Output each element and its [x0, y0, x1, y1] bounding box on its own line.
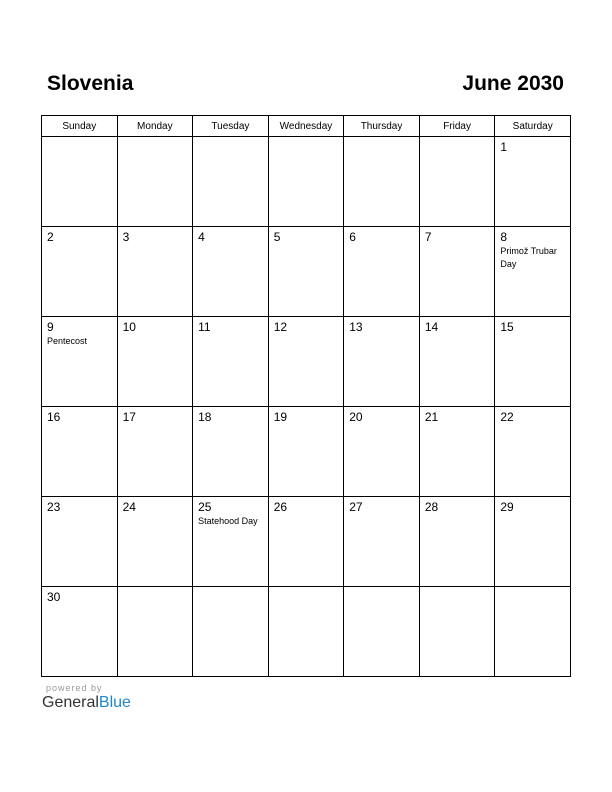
day-number: 18 [198, 410, 212, 424]
weekday-sunday: Sunday [42, 116, 118, 137]
day-number: 1 [500, 140, 508, 154]
holiday-label: Statehood Day [198, 516, 258, 526]
weekday-saturday: Saturday [495, 116, 571, 137]
day-number: 30 [47, 590, 61, 604]
day-number: 13 [349, 320, 363, 334]
week-row [42, 137, 571, 227]
day-number: 21 [424, 410, 439, 424]
holiday-label: Primož Trubar Day [500, 246, 557, 269]
day-cell [193, 497, 269, 587]
day-cell [117, 407, 193, 497]
day-number: 23 [47, 500, 61, 514]
day-number: 6 [349, 230, 356, 244]
day-number: 16 [47, 410, 61, 424]
day-number: 24 [122, 500, 136, 514]
day-cell [42, 587, 118, 677]
day-number: 26 [273, 500, 288, 514]
powered-by-label: powered by [46, 683, 103, 693]
day-cell [117, 587, 193, 677]
day-cell [419, 317, 495, 407]
day-cell [193, 407, 269, 497]
weekday-thursday: Thursday [344, 116, 420, 137]
day-cell [117, 497, 193, 587]
day-number: 27 [349, 500, 363, 514]
day-cell [495, 137, 571, 227]
day-number: 4 [198, 230, 205, 244]
day-cell [419, 587, 495, 677]
day-cell [42, 227, 118, 317]
day-cell [193, 317, 269, 407]
day-cell [193, 587, 269, 677]
day-number: 15 [500, 320, 514, 334]
day-cell [495, 227, 571, 317]
day-cell [495, 317, 571, 407]
day-cell [42, 317, 118, 407]
day-cell [193, 137, 269, 227]
logo-blue-text: Blue [98, 694, 131, 711]
day-number: 5 [273, 230, 281, 244]
day-cell [495, 587, 571, 677]
day-number: 12 [273, 320, 288, 334]
day-cell [344, 317, 420, 407]
weekday-monday: Monday [117, 116, 193, 137]
week-row [42, 227, 571, 317]
day-cell [419, 497, 495, 587]
day-cell [117, 227, 193, 317]
week-row [42, 317, 571, 407]
day-number: 2 [47, 230, 54, 244]
day-number: 28 [424, 500, 439, 514]
day-cell [117, 137, 193, 227]
day-cell [419, 227, 495, 317]
day-cell [268, 497, 344, 587]
day-number: 8 [500, 230, 508, 244]
day-number: 19 [273, 410, 288, 424]
day-cell [193, 227, 269, 317]
day-cell [268, 587, 344, 677]
day-number: 7 [424, 230, 432, 244]
day-number: 11 [198, 320, 211, 334]
day-number: 25 [198, 500, 212, 514]
weekday-friday: Friday [419, 116, 495, 137]
day-cell [344, 587, 420, 677]
day-cell [42, 497, 118, 587]
day-cell [495, 497, 571, 587]
week-row [42, 497, 571, 587]
calendar-grid [41, 115, 571, 677]
day-cell [268, 227, 344, 317]
day-number: 20 [349, 410, 363, 424]
weekday-tuesday: Tuesday [193, 116, 269, 137]
logo-general-text: General [42, 694, 99, 711]
day-cell [268, 317, 344, 407]
day-cell [419, 407, 495, 497]
weekday-wednesday: Wednesday [268, 116, 344, 137]
week-row [42, 587, 571, 677]
day-cell [344, 407, 420, 497]
day-cell [344, 497, 420, 587]
generalblue-logo[interactable] [42, 694, 131, 712]
day-cell [42, 407, 118, 497]
holiday-label: Pentecost [47, 336, 88, 346]
day-cell [268, 137, 344, 227]
day-number: 17 [122, 410, 136, 424]
day-number: 29 [500, 500, 514, 514]
day-cell [344, 227, 420, 317]
day-number: 14 [424, 320, 439, 334]
day-cell [42, 137, 118, 227]
day-cell [117, 317, 193, 407]
day-number: 3 [122, 230, 130, 244]
country-title: Slovenia [47, 72, 134, 95]
day-number: 22 [500, 410, 514, 424]
day-number: 9 [47, 320, 54, 334]
day-cell [419, 137, 495, 227]
month-year-title: June 2030 [462, 72, 564, 95]
week-row [42, 407, 571, 497]
weekday-header-row [42, 116, 571, 137]
day-cell [268, 407, 344, 497]
day-cell [344, 137, 420, 227]
day-number: 10 [122, 320, 136, 334]
day-cell [495, 407, 571, 497]
